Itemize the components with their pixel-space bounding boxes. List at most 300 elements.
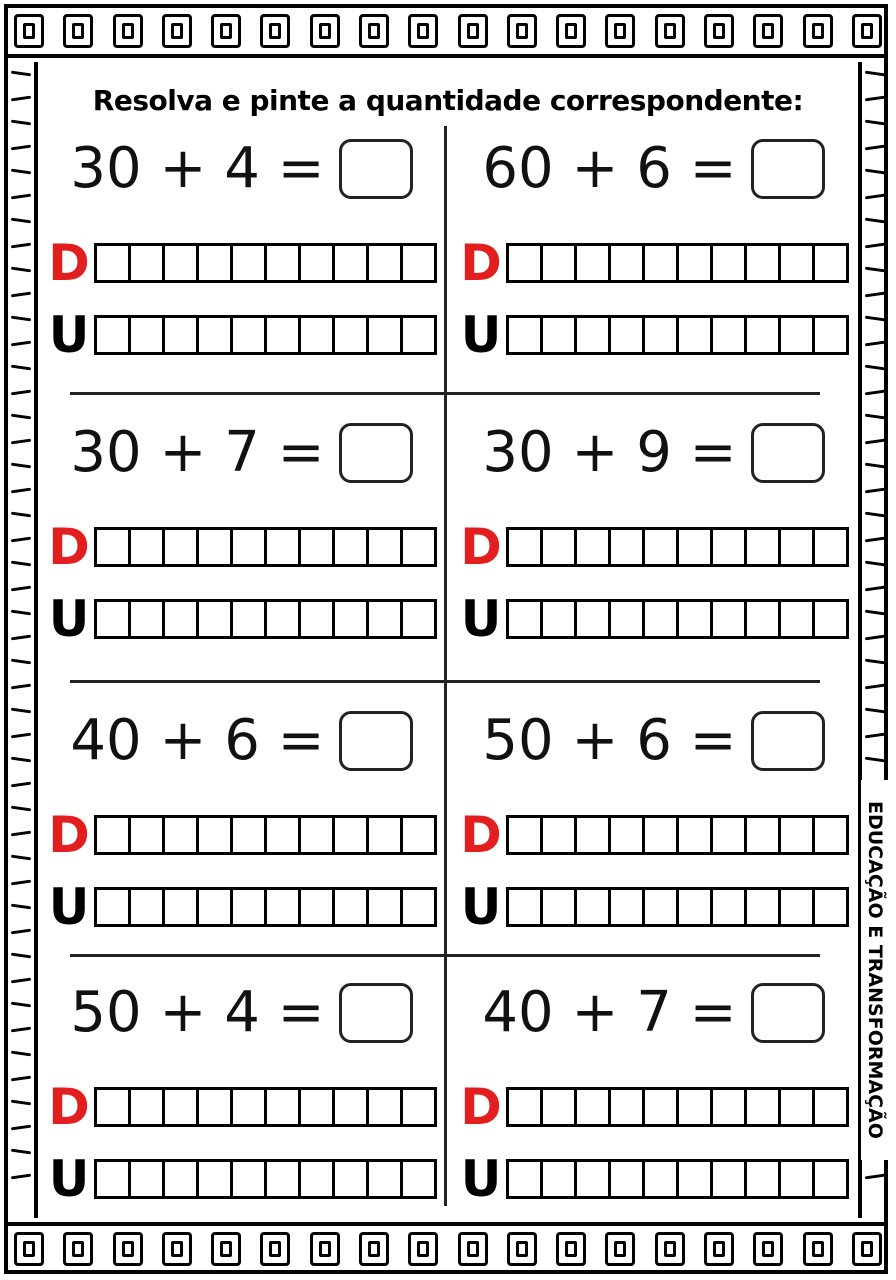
color-square[interactable] [747,530,781,564]
units-row [456,306,849,364]
left-border-band [8,62,38,1218]
color-square[interactable] [611,318,645,352]
border-tick [865,732,885,738]
color-square[interactable] [165,602,199,636]
color-square[interactable] [781,1090,815,1124]
equation [44,420,439,485]
color-square[interactable] [713,1090,747,1124]
color-square[interactable] [403,1162,434,1196]
color-square[interactable] [577,890,611,924]
tens-row [456,806,849,864]
color-square[interactable] [543,890,577,924]
color-square[interactable] [815,818,846,852]
color-square[interactable] [781,318,815,352]
border-tick [11,316,31,322]
color-square[interactable] [815,602,846,636]
border-tile [408,1232,438,1266]
answer-box[interactable] [339,711,413,771]
color-square[interactable] [131,1090,165,1124]
border-tile [655,14,685,48]
color-square[interactable] [713,1162,747,1196]
border-tick [11,71,31,77]
color-square[interactable] [199,602,233,636]
tens-row [44,518,437,576]
color-square[interactable] [747,890,781,924]
side-watermark [861,780,889,1160]
border-tick [865,757,885,763]
color-square[interactable] [509,246,543,280]
border-tick [865,242,885,248]
answer-box[interactable] [339,983,413,1043]
color-square[interactable] [165,318,199,352]
border-tick [865,193,885,199]
color-square[interactable] [747,246,781,280]
tens-row [44,806,437,864]
border-tile [162,1232,192,1266]
color-square[interactable] [233,318,267,352]
border-tick [11,683,31,689]
border-tile [753,14,783,48]
equation [456,136,851,201]
color-square[interactable] [713,602,747,636]
color-square[interactable] [369,1090,403,1124]
color-square[interactable] [199,530,233,564]
border-tile [852,14,882,48]
border-tick [11,1173,31,1179]
color-square[interactable] [165,890,199,924]
border-tick [11,1051,31,1057]
answer-box[interactable] [751,711,825,771]
color-square[interactable] [165,1090,199,1124]
tens-row [456,234,849,292]
color-square[interactable] [781,818,815,852]
color-square[interactable] [233,246,267,280]
color-square[interactable] [815,1090,846,1124]
color-square[interactable] [611,246,645,280]
color-square[interactable] [577,818,611,852]
border-tick [11,389,31,395]
color-square[interactable] [679,246,713,280]
color-square[interactable] [679,530,713,564]
color-square[interactable] [403,890,434,924]
color-square[interactable] [97,890,131,924]
color-square[interactable] [335,890,369,924]
tens-row [456,518,849,576]
border-tile [260,14,290,48]
border-tile [14,14,44,48]
border-tick [11,1002,31,1008]
color-square[interactable] [199,246,233,280]
answer-box[interactable] [339,139,413,199]
tens-row [44,234,437,292]
equation [456,420,851,485]
border-tick [11,1075,31,1081]
color-square[interactable] [713,246,747,280]
color-square[interactable] [543,318,577,352]
border-tick [11,95,31,101]
color-square[interactable] [679,1090,713,1124]
color-square[interactable] [509,890,543,924]
border-tick [865,365,885,371]
color-square[interactable] [577,530,611,564]
tens-label: D [460,806,502,864]
color-square[interactable] [747,318,781,352]
color-square[interactable] [165,1162,199,1196]
color-square[interactable] [97,530,131,564]
color-squares [506,1159,849,1199]
color-square[interactable] [131,1162,165,1196]
border-tick [11,855,31,861]
units-row [456,590,849,648]
border-tile [704,1232,734,1266]
color-square[interactable] [301,318,335,352]
color-square[interactable] [97,602,131,636]
color-square[interactable] [233,1162,267,1196]
problem-cell [44,406,439,676]
units-row [44,590,437,648]
color-square[interactable] [131,246,165,280]
border-tick [11,953,31,959]
color-square[interactable] [645,1162,679,1196]
border-tick [865,512,885,518]
border-tick [865,634,885,640]
color-square[interactable] [335,246,369,280]
equation-expression: 40 + 7 = [482,980,737,1045]
border-tile [803,1232,833,1266]
color-square[interactable] [267,1162,301,1196]
color-square[interactable] [611,818,645,852]
color-square[interactable] [781,890,815,924]
color-square[interactable] [301,1162,335,1196]
border-tile [458,1232,488,1266]
color-square[interactable] [713,818,747,852]
color-square[interactable] [747,1090,781,1124]
color-square[interactable] [543,818,577,852]
color-square[interactable] [233,530,267,564]
color-square[interactable] [543,1162,577,1196]
color-square[interactable] [611,890,645,924]
color-square[interactable] [815,530,846,564]
border-tile [556,1232,586,1266]
color-square[interactable] [97,246,131,280]
border-tile [113,1232,143,1266]
color-square[interactable] [509,602,543,636]
color-square[interactable] [403,818,434,852]
color-square[interactable] [369,818,403,852]
color-squares [94,887,437,927]
border-tick [865,414,885,420]
color-square[interactable] [97,318,131,352]
units-label: U [460,878,502,936]
border-tick [11,487,31,493]
border-tick [11,879,31,885]
color-square[interactable] [611,602,645,636]
units-row [44,878,437,936]
color-square[interactable] [199,890,233,924]
top-border-band [8,8,888,58]
border-tick [865,610,885,616]
color-square[interactable] [543,1090,577,1124]
color-square[interactable] [97,1162,131,1196]
border-tile [655,1232,685,1266]
color-square[interactable] [611,1162,645,1196]
color-square[interactable] [369,246,403,280]
border-tick [11,414,31,420]
color-squares [94,1159,437,1199]
color-square[interactable] [403,530,434,564]
border-tile [408,14,438,48]
color-square[interactable] [543,530,577,564]
color-square[interactable] [301,530,335,564]
color-square[interactable] [131,890,165,924]
color-square[interactable] [267,246,301,280]
color-square[interactable] [369,1162,403,1196]
tens-label: D [460,1078,502,1136]
color-square[interactable] [301,602,335,636]
border-tick [11,291,31,297]
color-square[interactable] [199,1090,233,1124]
color-square[interactable] [509,318,543,352]
color-square[interactable] [267,318,301,352]
color-square[interactable] [131,318,165,352]
border-tick [865,463,885,469]
tens-label: D [48,806,90,864]
color-square[interactable] [611,530,645,564]
border-tile [852,1232,882,1266]
color-square[interactable] [267,530,301,564]
border-tile [260,1232,290,1266]
color-squares [506,887,849,927]
color-square[interactable] [577,318,611,352]
color-square[interactable] [301,890,335,924]
color-square[interactable] [679,1162,713,1196]
answer-box[interactable] [751,423,825,483]
color-squares [506,1087,849,1127]
border-tile [704,14,734,48]
color-square[interactable] [645,246,679,280]
equation-expression: 50 + 6 = [482,708,737,773]
color-square[interactable] [233,818,267,852]
color-square[interactable] [781,530,815,564]
color-square[interactable] [509,530,543,564]
color-square[interactable] [403,318,434,352]
problem-cell [44,966,439,1236]
answer-box[interactable] [339,423,413,483]
color-square[interactable] [267,1090,301,1124]
color-square[interactable] [403,1090,434,1124]
border-tick [11,536,31,542]
units-row [456,1150,849,1208]
color-square[interactable] [335,1090,369,1124]
color-square[interactable] [679,890,713,924]
border-tick [865,561,885,567]
border-tick [865,585,885,591]
units-label: U [48,878,90,936]
color-square[interactable] [781,1162,815,1196]
color-square[interactable] [199,818,233,852]
border-tick [11,904,31,910]
problem-cell [456,694,851,964]
border-tick [11,1124,31,1130]
color-square[interactable] [543,246,577,280]
border-tile [359,1232,389,1266]
color-square[interactable] [679,818,713,852]
border-tile [310,14,340,48]
color-square[interactable] [679,318,713,352]
color-square[interactable] [369,530,403,564]
color-square[interactable] [335,318,369,352]
border-tick [865,487,885,493]
center-divider [444,126,447,1206]
answer-box[interactable] [751,983,825,1043]
tens-label: D [48,1078,90,1136]
color-square[interactable] [199,1162,233,1196]
color-square[interactable] [301,246,335,280]
color-square[interactable] [747,602,781,636]
tens-label: D [48,234,90,292]
color-square[interactable] [645,818,679,852]
color-square[interactable] [781,602,815,636]
color-square[interactable] [713,890,747,924]
border-tile [458,14,488,48]
color-square[interactable] [747,1162,781,1196]
color-square[interactable] [509,1090,543,1124]
border-tile [359,14,389,48]
color-square[interactable] [233,602,267,636]
color-squares [94,243,437,283]
color-square[interactable] [645,602,679,636]
color-square[interactable] [815,318,846,352]
color-squares [94,1087,437,1127]
color-square[interactable] [815,246,846,280]
color-square[interactable] [645,1090,679,1124]
color-square[interactable] [645,530,679,564]
border-tile [507,14,537,48]
color-square[interactable] [403,602,434,636]
tens-row [44,1078,437,1136]
border-tile [507,1232,537,1266]
border-tick [11,659,31,665]
color-square[interactable] [645,318,679,352]
color-squares [94,527,437,567]
color-square[interactable] [165,246,199,280]
color-square[interactable] [233,890,267,924]
border-tile [63,14,93,48]
border-tick [11,757,31,763]
problem-cell [456,406,851,676]
color-square[interactable] [815,890,846,924]
color-square[interactable] [577,1090,611,1124]
color-square[interactable] [335,1162,369,1196]
color-square[interactable] [577,602,611,636]
border-tile [63,1232,93,1266]
color-square[interactable] [267,602,301,636]
border-tick [865,683,885,689]
color-square[interactable] [679,602,713,636]
tens-label: D [48,518,90,576]
equation [44,708,439,773]
row-divider [70,392,820,395]
border-tick [865,659,885,665]
color-square[interactable] [301,818,335,852]
color-square[interactable] [611,1090,645,1124]
color-squares [94,315,437,355]
border-tick [11,365,31,371]
units-label: U [460,1150,502,1208]
color-square[interactable] [165,530,199,564]
border-tile [556,14,586,48]
equation-expression: 30 + 9 = [482,420,737,485]
color-square[interactable] [509,1162,543,1196]
color-square[interactable] [335,818,369,852]
color-square[interactable] [577,1162,611,1196]
equation-expression: 40 + 6 = [70,708,325,773]
border-tick [865,218,885,224]
border-tile [211,1232,241,1266]
color-square[interactable] [97,818,131,852]
worksheet-title: Resolva e pinte a quantidade correspondente: [92,84,804,117]
color-square[interactable] [165,818,199,852]
side-watermark-text: EDUCAÇÃO E TRANSFORMAÇÃO [864,801,886,1139]
color-square[interactable] [369,602,403,636]
color-square[interactable] [233,1090,267,1124]
color-square[interactable] [403,246,434,280]
color-square[interactable] [267,818,301,852]
color-square[interactable] [199,318,233,352]
border-tick [11,512,31,518]
color-squares [506,315,849,355]
border-tile [605,1232,635,1266]
row-divider [70,680,820,683]
border-tick [11,218,31,224]
color-square[interactable] [713,530,747,564]
equation [44,980,439,1045]
border-tick [11,463,31,469]
color-square[interactable] [131,818,165,852]
color-square[interactable] [131,530,165,564]
problem-cell [456,966,851,1236]
color-square[interactable] [815,1162,846,1196]
color-square[interactable] [747,818,781,852]
color-square[interactable] [301,1090,335,1124]
units-label: U [48,590,90,648]
color-square[interactable] [543,602,577,636]
color-square[interactable] [335,602,369,636]
tens-row [456,1078,849,1136]
color-square[interactable] [713,318,747,352]
equation-expression: 50 + 4 = [70,980,325,1045]
color-square[interactable] [335,530,369,564]
color-square[interactable] [645,890,679,924]
color-square[interactable] [781,246,815,280]
border-tick [865,144,885,150]
color-square[interactable] [509,818,543,852]
answer-box[interactable] [751,139,825,199]
color-square[interactable] [369,890,403,924]
color-square[interactable] [131,602,165,636]
color-square[interactable] [97,1090,131,1124]
border-tile [310,1232,340,1266]
border-tick [11,267,31,273]
border-tile [113,14,143,48]
color-square[interactable] [369,318,403,352]
color-square[interactable] [267,890,301,924]
border-tick [11,977,31,983]
border-tick [865,340,885,346]
color-square[interactable] [577,246,611,280]
equation [44,136,439,201]
color-squares [506,599,849,639]
